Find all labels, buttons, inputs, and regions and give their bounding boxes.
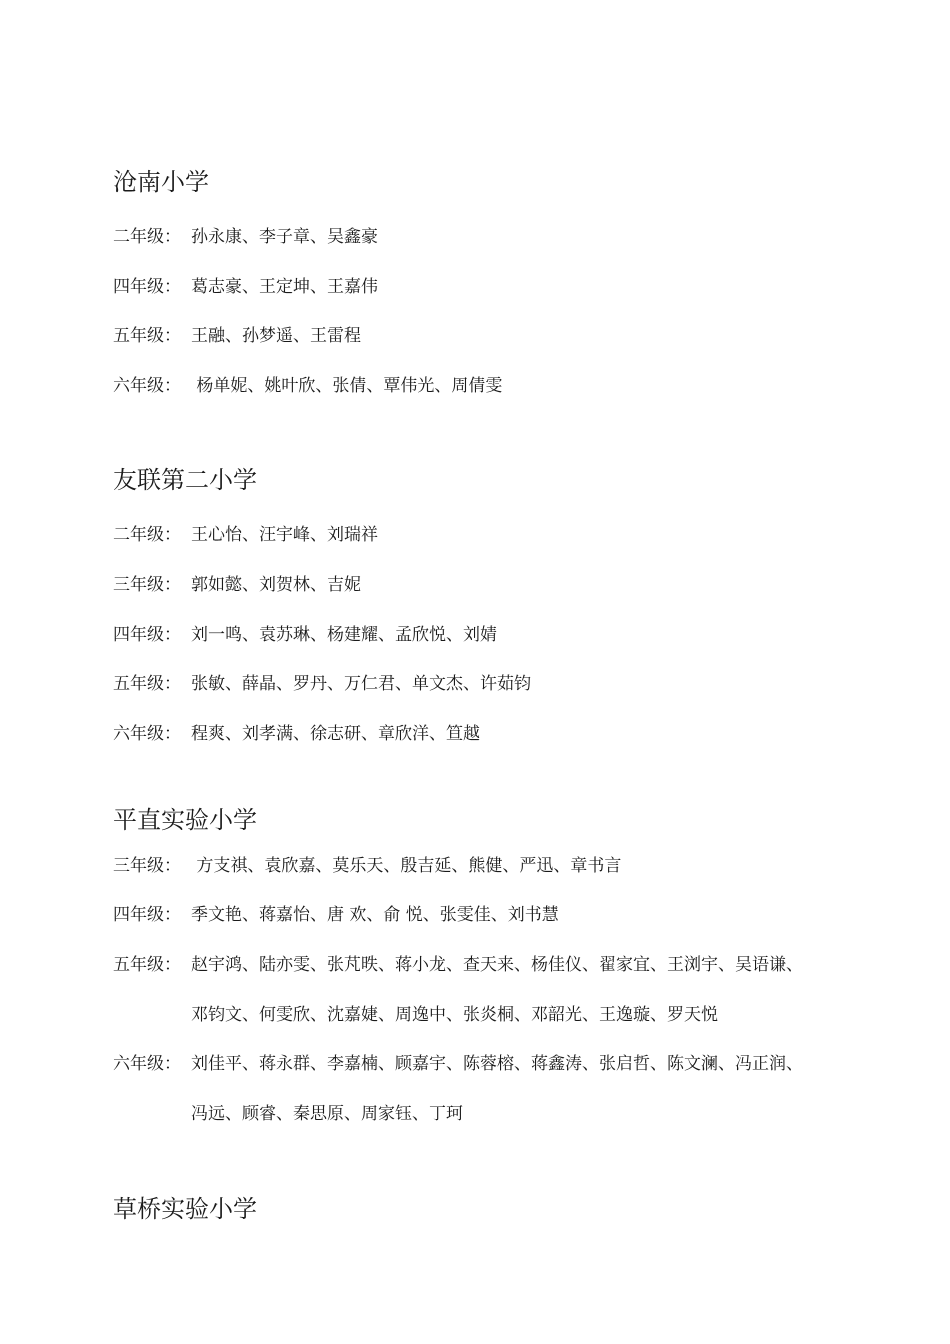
- grade-row: [113, 325, 873, 347]
- grade-label: 四年级：: [113, 277, 181, 297]
- student-names: 方支祺、袁欣嘉、莫乐天、殷吉延、熊健、严迅、章书言: [191, 856, 622, 876]
- school-title: 平直实验小学: [113, 806, 257, 834]
- grade-label: 二年级：: [113, 227, 181, 247]
- student-names: 王心怡、汪宇峰、刘瑞祥: [191, 525, 378, 545]
- student-names-continuation: 冯远、顾睿、秦思原、周家钰、丁珂: [191, 1104, 463, 1124]
- student-names: 季文艳、蒋嘉怡、唐 欢、俞 悦、张雯佳、刘书慧: [191, 905, 559, 925]
- student-names: 杨单妮、姚叶欣、张倩、覃伟光、周倩雯: [191, 376, 503, 396]
- student-names: 赵宇鸿、陆亦雯、张芃昳、蒋小龙、查天来、杨佳仪、翟家宜、王浏宇、吴语谦、: [191, 955, 803, 975]
- grade-label: 三年级：: [113, 575, 181, 595]
- student-names: 王融、孙梦遥、王雷程: [191, 326, 361, 346]
- grade-label: 六年级：: [113, 1054, 181, 1074]
- student-names: 郭如懿、刘贺林、吉妮: [191, 575, 361, 595]
- grade-row: [113, 1053, 873, 1075]
- student-names: 刘一鸣、袁苏琳、杨建耀、孟欣悦、刘婧: [191, 625, 497, 645]
- grade-row: [113, 855, 873, 877]
- grade-row: [113, 624, 873, 646]
- student-names: 张敏、薛晶、罗丹、万仁君、单文杰、许茹钧: [191, 674, 531, 694]
- grade-row: [113, 524, 873, 546]
- grade-row: [113, 276, 873, 298]
- grade-row: [113, 723, 873, 745]
- grade-label: 六年级：: [113, 376, 181, 396]
- grade-label: 五年级：: [113, 674, 181, 694]
- grade-label: 五年级：: [113, 326, 181, 346]
- grade-label: 四年级：: [113, 905, 181, 925]
- student-names: 刘佳平、蒋永群、李嘉楠、顾嘉宇、陈蓉榕、蒋鑫涛、张启哲、陈文澜、冯正润、: [191, 1054, 803, 1074]
- grade-row: [113, 226, 873, 248]
- student-names: 程爽、刘孝满、徐志研、章欣洋、笪越: [191, 724, 480, 744]
- grade-row: [113, 954, 873, 976]
- student-names-continuation: 邓钧文、何雯欣、沈嘉婕、周逸中、张炎桐、邓韶光、王逸璇、罗天悦: [191, 1005, 718, 1025]
- grade-label: 六年级：: [113, 724, 181, 744]
- grade-row: [113, 904, 873, 926]
- grade-row: [113, 673, 873, 695]
- student-names: 葛志豪、王定坤、王嘉伟: [191, 277, 378, 297]
- grade-label: 三年级：: [113, 856, 181, 876]
- grade-label: 二年级：: [113, 525, 181, 545]
- student-names: 孙永康、李子章、吴鑫豪: [191, 227, 378, 247]
- grade-label: 四年级：: [113, 625, 181, 645]
- grade-row: [113, 574, 873, 596]
- school-title: 沧南小学: [113, 168, 209, 196]
- grade-row: [113, 375, 873, 397]
- school-title: 草桥实验小学: [113, 1195, 257, 1223]
- grade-label: 五年级：: [113, 955, 181, 975]
- school-title: 友联第二小学: [113, 466, 257, 494]
